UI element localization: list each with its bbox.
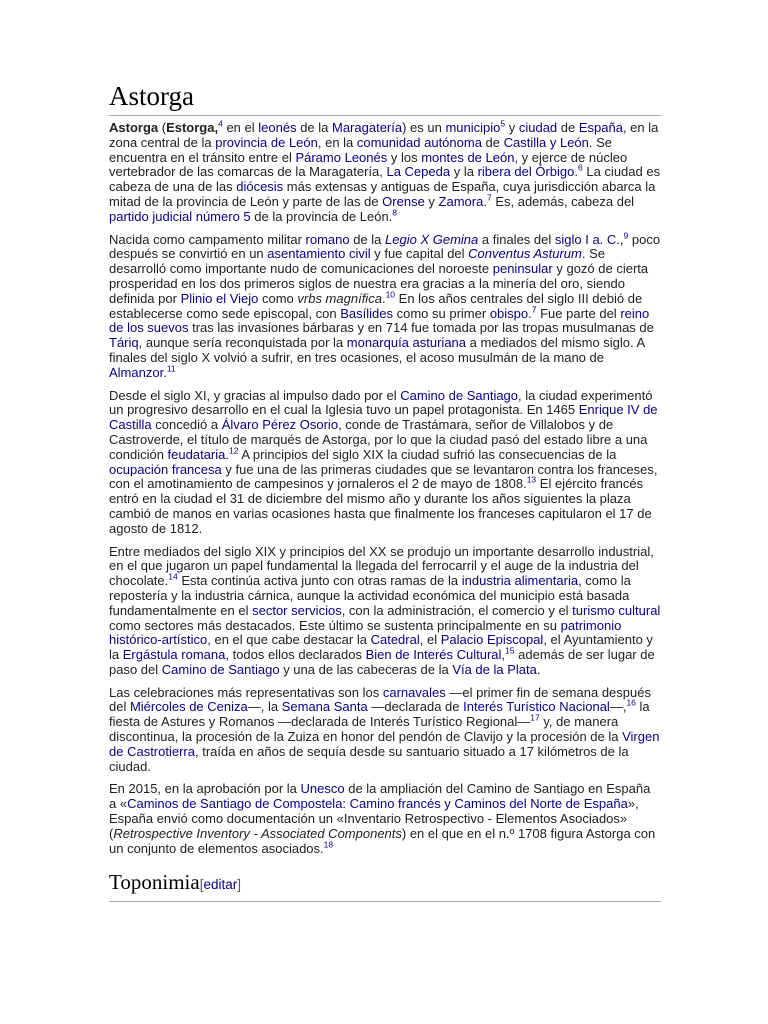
text-run: ,	[619, 231, 624, 247]
wiki-link[interactable]: obispo	[489, 305, 529, 321]
text-run: de	[557, 120, 579, 135]
reference-link[interactable]: 12	[229, 445, 239, 456]
text-run: », España envió como documentación un «Inventario Retrospectivo - Elementos Asociados» (	[109, 796, 639, 841]
reference-sup	[392, 207, 397, 217]
text-run: ) es un	[402, 120, 446, 135]
text-run: y	[424, 193, 439, 209]
paragraph	[109, 389, 661, 537]
wiki-link[interactable]: Semana Santa	[281, 699, 368, 715]
section-title: Toponimia	[109, 870, 200, 895]
text-run: , traída en años de sequía desde su santuario situado a 17 kilómetros de la ciudad.	[109, 743, 629, 774]
text-run: , en la zona central de la	[109, 120, 659, 150]
edit-section-link[interactable]: editar	[203, 877, 238, 893]
text-run: .	[528, 305, 532, 321]
reference-sup	[527, 475, 536, 485]
text-run: .	[381, 290, 386, 306]
text-run: Nacida como campamento militar	[109, 231, 306, 247]
text-run: .	[163, 364, 167, 380]
text-run: concedió a	[151, 417, 222, 433]
text-run: Las celebraciones más representativas son los	[109, 684, 383, 700]
wiki-link[interactable]: Plinio el Viejo	[180, 290, 259, 306]
text-run: En 2015, en la aprobación por la	[109, 781, 301, 797]
wiki-link[interactable]: partido judicial número 5	[109, 208, 251, 224]
bold-text: Astorga	[109, 120, 159, 135]
wiki-link[interactable]: Enrique IV de Castilla	[109, 402, 658, 433]
wiki-link[interactable]: Miércoles de Ceniza	[129, 699, 248, 715]
text-run: como su primer	[393, 305, 490, 321]
text-run: de la	[349, 231, 386, 247]
wiki-link[interactable]: Zamora	[438, 193, 484, 209]
wiki-link[interactable]: La Cepeda	[386, 164, 451, 180]
text-run: .	[574, 164, 579, 180]
text-run: de la ampliación del Camino de Santiago en España a «	[109, 781, 651, 812]
wiki-link[interactable]: Basílides	[340, 305, 393, 321]
wiki-link[interactable]: comunidad autónoma	[356, 134, 482, 150]
wiki-link[interactable]: industria alimentaria	[461, 573, 579, 589]
text-run: .	[536, 661, 541, 677]
text-run: más extensas y antiguas de España, cuya jurisdicción abarca la mitad de la provincia de León y parte de las de	[109, 179, 656, 209]
text-run: ,	[501, 647, 506, 663]
page-title: Astorga	[109, 80, 661, 116]
reference-link[interactable]: 5	[500, 118, 506, 129]
wiki-link[interactable]: monarquía asturiana	[346, 335, 467, 351]
text-run: A principios del siglo XIX la ciudad sufrió las consecuencias de la	[238, 446, 617, 462]
reference-link[interactable]: 9	[623, 230, 629, 241]
reference-link[interactable]: 15	[505, 645, 515, 656]
wiki-link[interactable]: Caminos de Santiago de Compostela: Camino francés y Caminos del Norte de España	[127, 796, 628, 812]
wiki-link[interactable]: municipio	[445, 120, 501, 135]
text-run: y fue una de las primeras ciudades que se levantaron contra los franceses, con el amotinamiento de campesinos y jornaleros el 2 de mayo de 1808.	[109, 461, 658, 492]
text-run: además de ser lugar de paso del	[109, 647, 655, 677]
text-run: como sectores más destacados. Este último se sustenta principalmente en su	[109, 617, 561, 633]
wiki-link[interactable]: diócesis	[236, 179, 284, 195]
wiki-link[interactable]: Táriq	[109, 335, 139, 351]
text-run: Entre mediados del siglo XIX y principios del XX se produjo un importante desarrollo industrial, en el que jugaron un papel fundamental la llegada del ferrocarril y el auge de la industria del chocolate.	[109, 543, 654, 589]
wiki-link[interactable]: Maragatería	[332, 120, 403, 135]
paragraph	[109, 230, 661, 381]
text-run: de la	[296, 120, 332, 135]
text-run: . Se encuentra en el tránsito entre el	[109, 134, 613, 165]
wiki-link[interactable]: reino de los suevos	[109, 305, 650, 336]
paragraph	[109, 118, 661, 225]
reference-sup	[386, 289, 395, 299]
wiki-link[interactable]: Páramo Leonés	[295, 149, 388, 165]
text-run: en el	[222, 120, 259, 135]
text-run: y la	[450, 164, 478, 180]
text-run: La ciudad es cabeza de una de las	[109, 164, 661, 195]
wiki-link[interactable]: Castilla y León	[503, 134, 589, 150]
reference-link[interactable]: 7	[531, 304, 537, 315]
text-run: Es, además, cabeza del	[491, 193, 635, 209]
text-run: y, de manera discontinua, la procesión de la Zuiza en honor del pendón de Clavijo y la procesión de la	[109, 714, 623, 745]
text-run: , y ejerce de núcleo vertebrador de las comarcas de la Maragatería,	[109, 149, 628, 180]
wiki-link[interactable]: peninsular	[492, 261, 553, 277]
text-run: y una de las cabeceras de la	[279, 661, 453, 677]
wiki-link[interactable]: sector servicios	[252, 602, 342, 618]
reference-link[interactable]: 18	[323, 839, 334, 850]
text-run: El ejército francés entró en la ciudad el 31 de diciembre del mismo año y durante los años siguientes la plaza cambió de manos en varias ocasiones hasta que finalmente los franceses capitularon el 17 de agosto de 1812.	[109, 476, 652, 536]
wiki-link[interactable]: turismo cultural	[572, 602, 661, 618]
text-run: tras las invasiones bárbaras y en 714 fue tomada por las tropas musulmanas de	[188, 320, 654, 336]
wiki-link[interactable]: Ergástula romana	[122, 647, 226, 663]
reference-link[interactable]: 14	[168, 571, 178, 582]
reference-link[interactable]: 7	[486, 192, 492, 203]
wiki-link[interactable]: ribera del Órbigo	[477, 164, 575, 180]
edit-bracket-close: ]	[237, 877, 241, 893]
wiki-link[interactable]: Almanzor	[109, 364, 164, 380]
reference-sup	[626, 698, 635, 708]
wiki-link[interactable]: siglo I a. C.	[554, 231, 620, 247]
reference-link[interactable]: 6	[578, 163, 583, 174]
wiki-link[interactable]: leonés	[258, 120, 297, 135]
text-run: —declarada de	[367, 699, 464, 715]
text-run: , con la administración, el comercio y el	[341, 602, 573, 618]
text-run: , el	[419, 632, 441, 648]
text-run: Esta continúa activa junto con otras ramas de la	[177, 573, 462, 589]
bold-text: Estorga	[166, 120, 215, 135]
text-run: de	[481, 134, 504, 150]
reference-link[interactable]: 8	[392, 207, 398, 218]
text-run: , en la	[317, 134, 357, 150]
wiki-link[interactable]: patrimonio histórico-artístico	[109, 617, 622, 648]
wiki-link[interactable]: provincia de León	[215, 134, 318, 150]
text-run: , aunque sería reconquistada por la	[138, 335, 347, 351]
wiki-link[interactable]: Álvaro Pérez Osorio	[221, 417, 339, 433]
reference-sup	[505, 646, 514, 656]
wiki-link[interactable]: Vía de la Plata	[452, 661, 537, 677]
text-run: poco después se convirtió en un	[109, 231, 661, 262]
wiki-link[interactable]: romano	[305, 231, 350, 247]
paragraph	[109, 686, 661, 775]
wiki-link[interactable]: Virgen de Castrotierra	[109, 729, 660, 759]
wiki-link[interactable]: ocupación francesa	[109, 461, 222, 477]
text-run: —el primer fin de semana después del	[109, 684, 651, 715]
reference-sup	[168, 572, 177, 582]
text-run: a mediados del mismo siglo. A finales del siglo X volvió a sufrir, en tres ocasiones, el acoso musulmán de la mano de	[109, 335, 645, 365]
article	[109, 80, 661, 902]
text-run: la fiesta de Astures y Romanos —declarada de Interés Turístico Regional—	[109, 699, 650, 730]
wiki-link[interactable]: carnavales	[382, 684, 446, 700]
reference-sup	[530, 713, 539, 723]
reference-sup	[167, 363, 176, 373]
wiki-link[interactable]: Orense	[382, 193, 425, 209]
edit-bracket-open: [	[199, 877, 204, 893]
wiki-link[interactable]: Palacio Episcopal	[440, 632, 544, 648]
reference-link[interactable]: 17	[530, 712, 540, 723]
edit-section-link-wrapper	[200, 877, 241, 892]
wiki-link[interactable]: feudataria	[167, 446, 226, 462]
bold-text: ,	[214, 120, 219, 135]
wiki-link[interactable]: Camino de Santiago	[161, 661, 280, 677]
text-run: y gozó de cierta prosperidad en los dos primeros siglos de nuestra era gracias a la minería del oro, siendo definida por	[109, 261, 649, 306]
wiki-link[interactable]: Bien de Interés Cultural	[365, 647, 502, 663]
reference-link[interactable]: 4	[218, 118, 223, 129]
text-run: —,	[609, 699, 627, 715]
reference-sup	[324, 839, 333, 849]
article-body	[109, 118, 661, 856]
text-run: Fue parte del	[536, 305, 621, 321]
reference-link[interactable]: 13	[526, 475, 537, 485]
text-run: (	[158, 120, 167, 135]
text-run: ) en el que en el n.º 1708 figura Astorga con un conjunto de elementos asociados.	[109, 825, 656, 856]
text-run: .	[483, 193, 487, 209]
text-run: y fue capital del	[370, 246, 469, 262]
wiki-link[interactable]: Interés Turístico Nacional	[463, 699, 610, 715]
text-run: , la ciudad experimentó un progresivo desarrollo en el cual la Iglesia tuvo un papel protagonista. En 1465	[109, 387, 653, 418]
wiki-link[interactable]: asentamiento civil	[267, 246, 371, 262]
wiki-link[interactable]: Conventus Asturum	[468, 246, 582, 262]
text-run: , el Ayuntamiento y la	[109, 632, 653, 663]
text-run: —, la	[247, 699, 282, 715]
reference-link[interactable]: 11	[166, 363, 176, 374]
reference-link[interactable]: 16	[626, 698, 636, 709]
wiki-link[interactable]: Catedral	[370, 632, 420, 648]
text-run: , en el que cabe destacar la	[207, 632, 371, 648]
italic-text: Retrospective Inventory - Associated Components	[113, 825, 402, 841]
wiki-link[interactable]: España	[578, 120, 623, 135]
text-run: y los	[387, 149, 422, 165]
text-run: como	[258, 290, 298, 306]
paragraph	[109, 782, 661, 856]
wiki-link[interactable]: montes de León	[421, 149, 515, 165]
section-heading-toponimia	[109, 868, 661, 902]
paragraph	[109, 545, 661, 678]
text-run: a finales del	[478, 231, 555, 247]
wiki-link[interactable]: Unesco	[300, 781, 345, 797]
text-run: . Se desarrolló como importante nudo de comunicaciones del noroeste	[109, 246, 605, 277]
text-run: .	[225, 446, 229, 462]
text-run: En los años centrales del siglo III debió de establecerse como sede episcopal, con	[109, 290, 643, 321]
italic-text: vrbs magnífica	[297, 290, 382, 306]
text-run: , como la repostería y la industria cárnica, aunque la actividad económica del municipio está basada fundamentalmente en el	[109, 573, 631, 618]
text-run: de la provincia de León.	[250, 208, 393, 224]
wiki-link[interactable]: ciudad	[518, 120, 558, 135]
text-run: y	[505, 120, 519, 135]
text-run: Desde el siglo XI, y gracias al impulso dado por el	[109, 387, 401, 403]
text-run: , todos ellos declarados	[225, 647, 366, 663]
wiki-link[interactable]: Camino de Santiago	[400, 387, 519, 403]
reference-link[interactable]: 10	[385, 289, 396, 300]
text-run: , conde de Trastámara, señor de Villalobos y de Castroverde, el título de marqués de Astorga, por lo que la ciudad pasó del estado libre a una condición	[109, 417, 648, 462]
wiki-link[interactable]: Legio X Gemina	[385, 231, 479, 247]
